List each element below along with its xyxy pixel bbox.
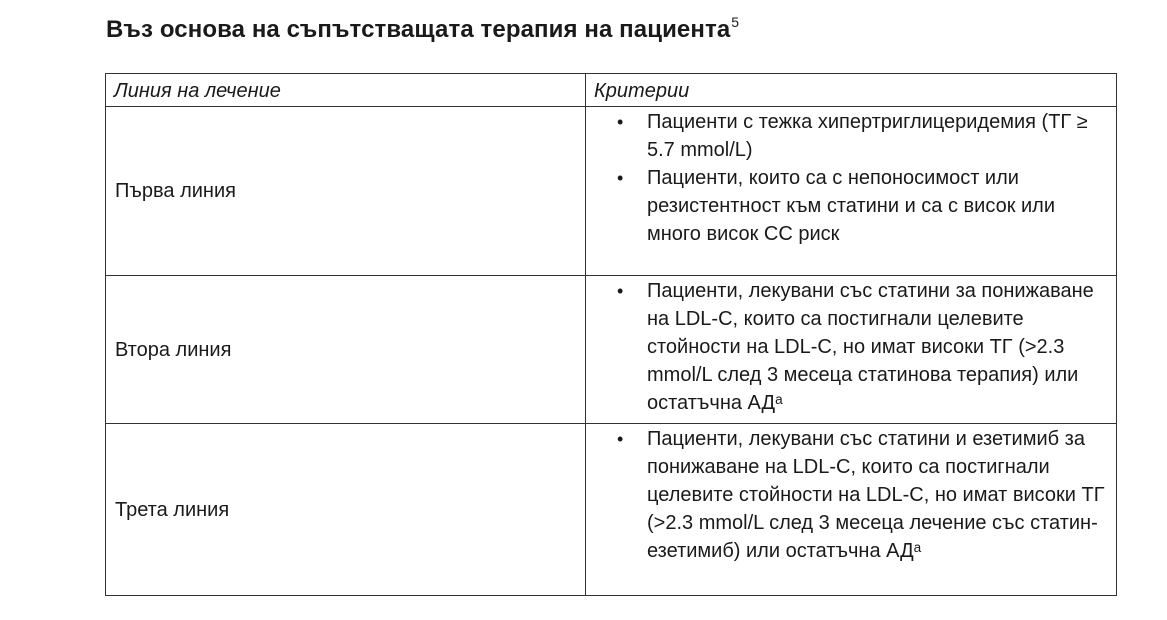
title-footnote-marker: 5 (731, 14, 740, 30)
treatment-line-cell: Втора линия (106, 276, 586, 424)
treatment-line-cell: Трета линия (106, 424, 586, 596)
criteria-cell (586, 276, 1117, 424)
therapy-criteria-table (105, 73, 1117, 596)
page-title-text: Въз основа на съпътстващата терапия на пациента (106, 16, 731, 43)
page-title (106, 16, 739, 44)
table-row (106, 107, 1117, 276)
criteria-item (617, 164, 1108, 248)
criteria-cell (586, 107, 1117, 276)
criteria-text: Пациенти, лекувани със статини за понижаване на LDL-C, които са постигнали целевите стойности на LDL-C, но имат високи ТГ (>2.3 mmol/L след 3 месеца статинова терапия) или остатъчна АДᵃ (647, 280, 1094, 414)
criteria-text: Пациенти, лекувани със статини и езетимиб за понижаване на LDL-C, които са постигнали целевите стойности на LDL-C, но имат високи ТГ (>2.3 mmol/L след 3 месеца лечение със статин-езетимиб) или остатъчна АДᵃ (647, 428, 1105, 562)
bullet-icon: • (617, 168, 624, 188)
criteria-text: Пациенти, които са с непоносимост или резистентност към статини и са с висок или много висок СС риск (647, 167, 1056, 245)
criteria-list (586, 276, 1116, 423)
column-header-line: Линия на лечение (106, 74, 586, 107)
criteria-item (617, 425, 1108, 565)
bullet-icon: • (617, 429, 624, 449)
criteria-list (586, 107, 1116, 254)
criteria-item (617, 277, 1108, 417)
treatment-line-cell: Първа линия (106, 107, 586, 276)
table-row (106, 424, 1117, 596)
bullet-icon: • (617, 112, 624, 132)
criteria-cell (586, 424, 1117, 596)
bullet-icon: • (617, 281, 624, 301)
criteria-item (617, 108, 1108, 164)
table-row (106, 276, 1117, 424)
column-header-criteria: Критерии (586, 74, 1117, 107)
table-header-row (106, 74, 1117, 107)
criteria-list (586, 424, 1116, 571)
criteria-text: Пациенти с тежка хипертриглицеридемия (ТГ ≥ 5.7 mmol/L) (647, 111, 1088, 161)
